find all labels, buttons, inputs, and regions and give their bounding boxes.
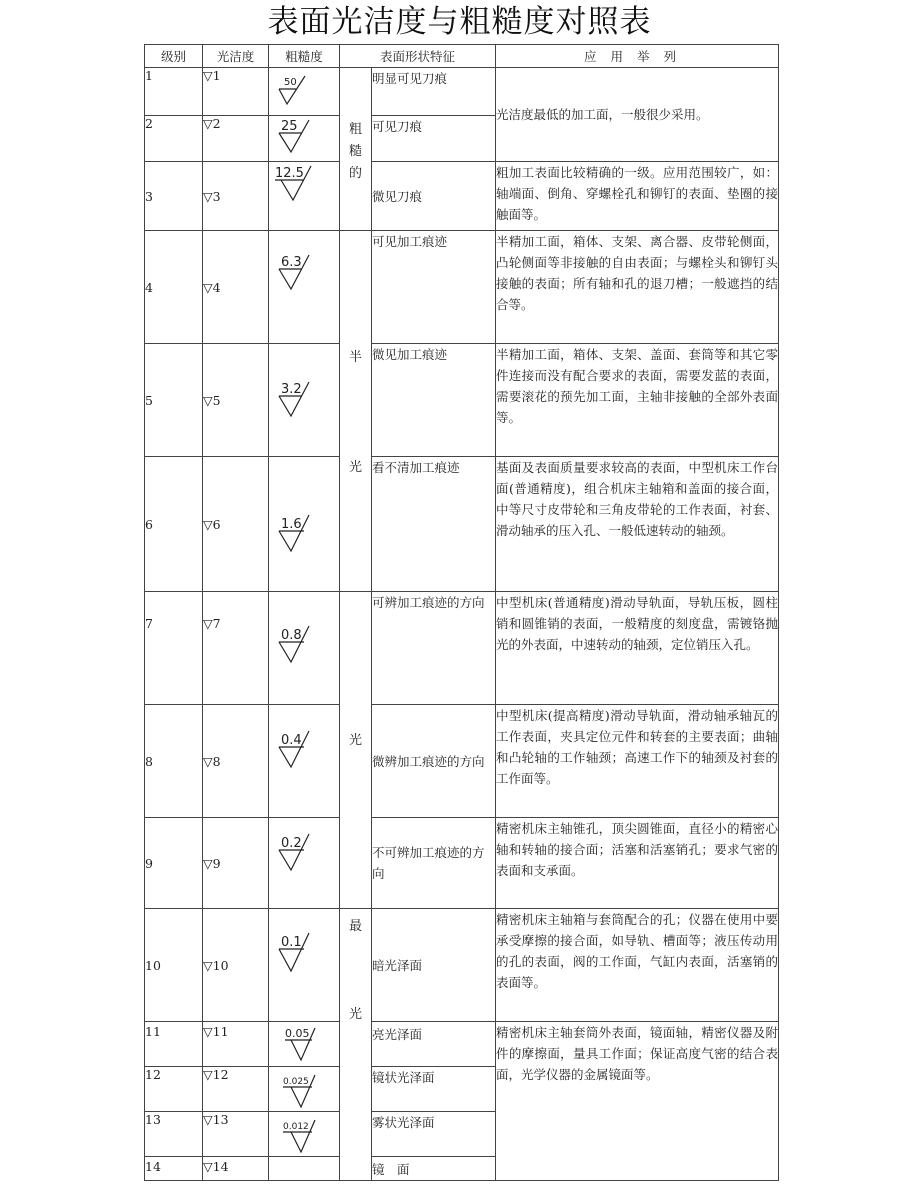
roughness-cell (269, 1022, 340, 1067)
roughness-symbol (277, 727, 321, 771)
finish-cell: ▽1 (203, 68, 269, 116)
feature-cell: 看不清加工痕迹 (372, 457, 496, 592)
header-row (145, 45, 779, 68)
level-cell: 3 (145, 162, 203, 231)
finish-cell: ▽11 (203, 1022, 269, 1067)
level-cell: 1 (145, 68, 203, 116)
header-roughness: 粗糙度 (269, 45, 340, 68)
application-cell: 中型机床(提高精度)滑动导轨面，滑动轴承轴瓦的工作表面，夹具定位元件和转套的主要表面；曲轴和凸轮轴的工作轴颈；高速工作下的轴颈及衬套的工作面等。 (496, 705, 779, 818)
finish-cell: ▽10 (203, 909, 269, 1022)
finish-cell: ▽2 (203, 116, 269, 162)
roughness-cell (269, 231, 340, 344)
feature-cell: 明显可见刀痕 (372, 68, 496, 116)
header-application: 应用举列 (496, 45, 779, 68)
feature-cell: 可见加工痕迹 (372, 231, 496, 344)
feature-cell: 可辨加工痕迹的方向 (372, 592, 496, 705)
roughness-label: 25 (281, 119, 298, 134)
level-cell: 6 (145, 457, 203, 592)
table-row (145, 231, 779, 344)
feature-cell: 微辨加工痕迹的方向 (372, 705, 496, 818)
level-cell: 13 (145, 1112, 203, 1157)
roughness-label: 3.2 (281, 382, 302, 397)
level-cell: 14 (145, 1157, 203, 1181)
level-cell: 2 (145, 116, 203, 162)
application-cell: 中型机床(普通精度)滑动导轨面，导轨压板，圆柱销和圆锥销的表面，一般精度的刻度盘，需镀铬抛光的外表面，中速转动的轴颈，定位销压入孔。 (496, 592, 779, 705)
feature-cell: 镜状光泽面 (372, 1067, 496, 1112)
level-cell: 7 (145, 592, 203, 705)
level-cell: 10 (145, 909, 203, 1022)
roughness-cell (269, 68, 340, 116)
group-bright (340, 592, 372, 909)
application-cell: 光洁度最低的加工面，一般很少采用。 (496, 68, 779, 162)
feature-cell: 亮光泽面 (372, 1022, 496, 1067)
level-cell: 4 (145, 231, 203, 344)
roughness-label: 0.05 (285, 1027, 310, 1040)
roughness-symbol (277, 253, 321, 293)
group-char: 光 (348, 733, 363, 748)
roughness-cell (269, 162, 340, 231)
roughness-cell (269, 909, 340, 1022)
roughness-symbol (277, 511, 321, 555)
feature-cell: 暗光泽面 (372, 909, 496, 1022)
group-char: 半 (348, 350, 363, 365)
roughness-label: 1.6 (281, 517, 302, 532)
feature-cell: 微见加工痕迹 (372, 344, 496, 457)
application-cell: 粗加工表面比较精确的一级。应用范围较广，如：轴端面、倒角、穿螺栓孔和铆钉的表面、垫圈的接触面等。 (496, 162, 779, 231)
application-cell: 精密机床主轴套筒外表面，镜面轴，精密仪器及附件的摩擦面，量具工作面；保证高度气密的结合表面，光学仪器的金属镜面等。 (496, 1022, 779, 1181)
group-char: 光 (348, 460, 363, 475)
table-row (145, 162, 779, 231)
roughness-cell (269, 592, 340, 705)
roughness-cell (269, 116, 340, 162)
header-finish: 光洁度 (203, 45, 269, 68)
roughness-cell (269, 1067, 340, 1112)
roughness-label: 0.2 (281, 836, 302, 851)
roughness-label: 0.012 (283, 1122, 309, 1132)
finish-cell: ▽3 (203, 162, 269, 231)
level-cell: 8 (145, 705, 203, 818)
roughness-symbol (277, 118, 321, 156)
table-row (145, 457, 779, 592)
roughness-symbol (277, 622, 321, 666)
roughness-symbol (281, 1116, 325, 1156)
roughness-cell (269, 705, 340, 818)
finish-cell: ▽14 (203, 1157, 269, 1181)
roughness-symbol (277, 830, 321, 874)
header-feature: 表面形状特征 (340, 45, 496, 68)
table-row (145, 592, 779, 705)
group-rough (340, 68, 372, 231)
finish-cell: ▽13 (203, 1112, 269, 1157)
level-cell: 9 (145, 818, 203, 909)
table-row (145, 344, 779, 457)
roughness-cell (269, 457, 340, 592)
roughness-label: 0.4 (281, 733, 302, 748)
finish-cell: ▽9 (203, 818, 269, 909)
roughness-cell (269, 1157, 340, 1181)
roughness-symbol (277, 74, 321, 108)
application-cell: 半精加工面，箱体、支架、盖面、套筒等和其它零件连接而没有配合要求的表面，需要发蓝的表面，需要滚花的预先加工面，主轴非接触的全部外表面等。 (496, 344, 779, 457)
finish-cell: ▽6 (203, 457, 269, 592)
feature-cell: 可见刀痕 (372, 116, 496, 162)
roughness-cell (269, 818, 340, 909)
application-cell: 精密机床主轴锥孔，顶尖圆锥面，直径小的精密心轴和转轴的接合面；活塞和活塞销孔；要求气密的表面和支承面。 (496, 818, 779, 909)
group-char: 的 (348, 166, 363, 181)
finish-cell: ▽4 (203, 231, 269, 344)
roughness-label: 12.5 (275, 166, 304, 181)
roughness-label: 0.1 (281, 935, 302, 950)
finish-cell: ▽7 (203, 592, 269, 705)
table-row (145, 705, 779, 818)
level-cell: 11 (145, 1022, 203, 1067)
level-cell: 12 (145, 1067, 203, 1112)
roughness-label: 50 (284, 77, 297, 88)
feature-cell: 镜 面 (372, 1157, 496, 1181)
group-char: 光 (348, 1007, 363, 1022)
feature-cell: 微见刀痕 (372, 162, 496, 231)
roughness-symbol (273, 164, 321, 204)
table-row (145, 818, 779, 909)
comparison-table (144, 44, 779, 1181)
roughness-cell (269, 344, 340, 457)
application-cell: 半精加工面，箱体、支架、离合器、皮带轮侧面，凸轮侧面等非接触的自由表面；与螺栓头和铆钉头接触的表面；所有轴和孔的退刀槽；一般遮挡的结合等。 (496, 231, 779, 344)
level-cell: 5 (145, 344, 203, 457)
table-row (145, 1022, 779, 1067)
application-cell: 精密机床主轴箱与套筒配合的孔；仪器在使用中要承受摩擦的接合面，如导轨、槽面等；液压传动用的孔的表面，阀的工作面，气缸内表面，活塞销的表面等。 (496, 909, 779, 1022)
roughness-symbol (277, 929, 321, 975)
feature-cell: 不可辨加工痕迹的方向 (372, 818, 496, 909)
group-char: 最 (348, 919, 363, 934)
page-title: 表面光洁度与粗糙度对照表 (267, 4, 652, 40)
group-char: 糙 (348, 144, 363, 159)
table-row (145, 68, 779, 116)
group-most (340, 909, 372, 1181)
finish-cell: ▽8 (203, 705, 269, 818)
roughness-label: 6.3 (281, 255, 302, 270)
group-semi (340, 231, 372, 592)
roughness-cell (269, 1112, 340, 1157)
roughness-symbol (281, 1071, 325, 1111)
finish-cell: ▽12 (203, 1067, 269, 1112)
table-row (145, 909, 779, 1022)
roughness-symbol (283, 1024, 323, 1064)
finish-cell: ▽5 (203, 344, 269, 457)
roughness-label: 0.025 (283, 1077, 309, 1087)
application-cell: 基面及表面质量要求较高的表面，中型机床工作台面(普通精度)，组合机床主轴箱和盖面的接合面，中等尺寸皮带轮和三角皮带轮的工作表面，衬套、滑动轴承的压入孔、一般低速转动的轴颈。 (496, 457, 779, 592)
roughness-label: 0.8 (281, 628, 302, 643)
group-char: 粗 (348, 122, 363, 137)
roughness-symbol (277, 380, 321, 420)
header-level: 级别 (145, 45, 203, 68)
feature-cell: 雾状光泽面 (372, 1112, 496, 1157)
